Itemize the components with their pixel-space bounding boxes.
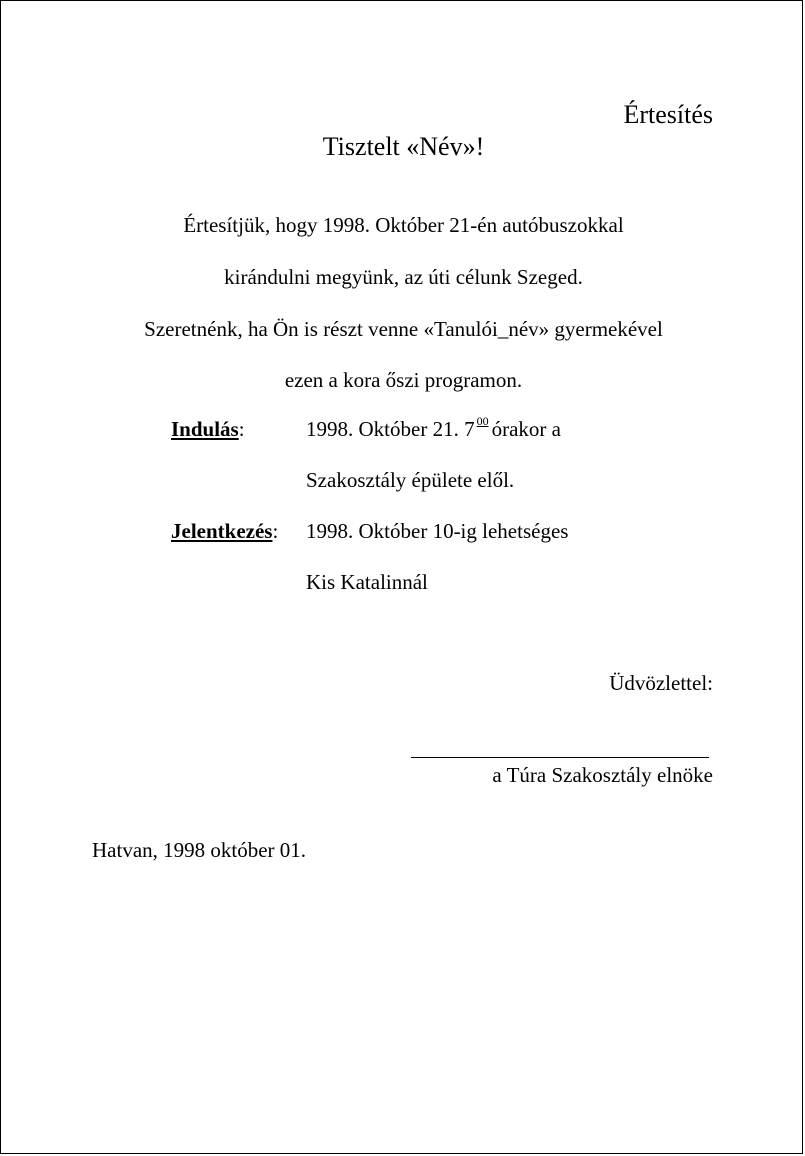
signature-title: a Túra Szakosztály elnöke	[492, 763, 713, 787]
paragraph-line-1: Értesítjük, hogy 1998. Október 21-én autóbuszokkal	[183, 213, 624, 237]
registration-line-2: Kis Katalinnál	[306, 570, 428, 594]
place-and-date: Hatvan, 1998 október 01.	[92, 838, 307, 862]
departure-line-1	[306, 414, 561, 441]
closing-greeting: Üdvözlettel:	[609, 671, 713, 695]
paragraph-line-3: Szeretnénk, ha Ön is részt venne «Tanulói_név» gyermekével	[144, 317, 663, 341]
departure-label-group	[171, 419, 245, 440]
departure-datetime: 1998. Október 21. 7	[306, 417, 475, 441]
departure-colon: :	[238, 417, 245, 441]
departure-suffix: órakor a	[491, 417, 561, 441]
departure-minutes: 00	[476, 414, 489, 428]
departure-line-2: Szakosztály épülete elől.	[306, 468, 515, 492]
registration-colon: :	[272, 519, 279, 543]
registration-label: Jelentkezés	[171, 519, 273, 543]
departure-label: Indulás	[171, 417, 239, 441]
paragraph-line-2: kirándulni megyünk, az úti célunk Szeged.	[224, 265, 583, 289]
document-title: Értesítés	[623, 100, 713, 129]
registration-label-group	[171, 521, 278, 542]
salutation: Tisztelt «Név»!	[322, 132, 485, 161]
registration-line-1: 1998. Október 10-ig lehetséges	[306, 519, 569, 543]
paragraph-line-4: ezen a kora őszi programon.	[284, 368, 523, 392]
signature-line	[411, 757, 709, 758]
